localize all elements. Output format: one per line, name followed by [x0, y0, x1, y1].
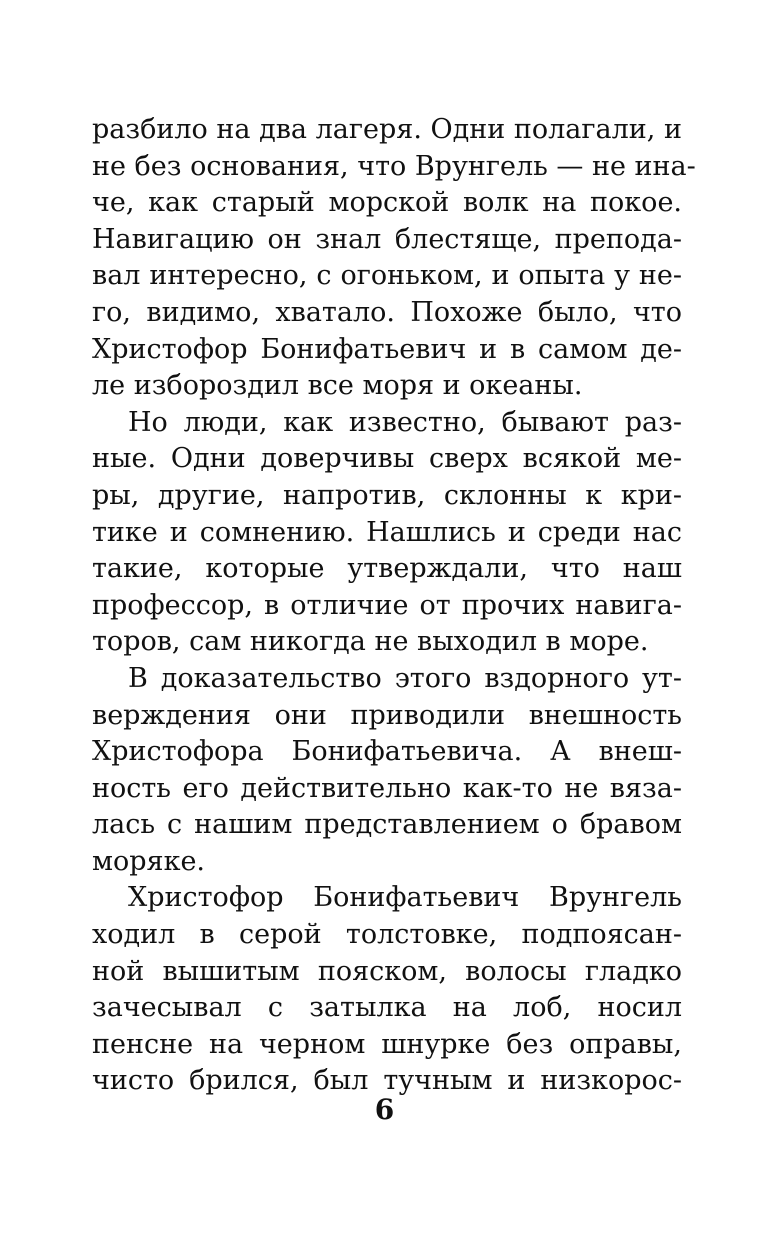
page-number: 6 — [374, 1093, 395, 1126]
text-line: пенсне на черном шнурке без оправы, — [92, 1028, 682, 1060]
text-line: ле избороздил все моря и океаны. — [92, 370, 583, 402]
paragraph-start-line: Христофор Бонифатьевич Врунгель — [128, 882, 682, 914]
text-line: ходил в серой толстовке, подпоясан- — [92, 919, 682, 951]
text-line: ры, другие, напротив, склонны к кри- — [92, 479, 682, 511]
text-line: Христофора Бонифатьевича. А внеш- — [92, 736, 682, 768]
text-line: ность его действительно как-то не вяза- — [92, 772, 682, 804]
text-line: чисто брился, был тучным и низкорос- — [92, 1065, 682, 1097]
paragraph-start-line: Но люди, как известно, бывают раз- — [128, 406, 682, 438]
text-line: моряке. — [92, 845, 206, 877]
body-text — [92, 112, 696, 1100]
text-line: зачесывал с затылка на лоб, носил — [92, 992, 682, 1024]
text-line: Христофор Бонифатьевич и в самом де- — [92, 333, 682, 365]
text-line: ные. Одни доверчивы сверх всякой ме- — [92, 443, 682, 475]
text-line: разбило на два лагеря. Одни полагали, и — [92, 114, 682, 145]
text-line: верждения они приводили внешность — [92, 699, 682, 731]
text-line: ной вышитым пояском, волосы гладко — [92, 955, 682, 987]
text-line: вал интересно, с огоньком, и опыта у не- — [92, 260, 682, 292]
text-line: такие, которые утверждали, что наш — [92, 553, 682, 585]
text-line: тике и сомнению. Нашлись и среди нас — [92, 516, 682, 548]
text-line: го, видимо, хватало. Похоже было, что — [92, 296, 682, 328]
text-line: торов, сам никогда не выходил в море. — [92, 626, 649, 658]
text-line: че, как старый морской волк на покое. — [92, 187, 682, 219]
text-line: профессор, в отличие от прочих навига- — [92, 589, 682, 621]
text-line: Навигацию он знал блестяще, препода- — [92, 223, 682, 255]
paragraph-start-line: В доказательство этого вздорного ут- — [128, 662, 682, 694]
text-line: не без основания, что Врунгель — не ина- — [92, 150, 696, 182]
text-line: лась с нашим представлением о бравом — [92, 809, 682, 841]
